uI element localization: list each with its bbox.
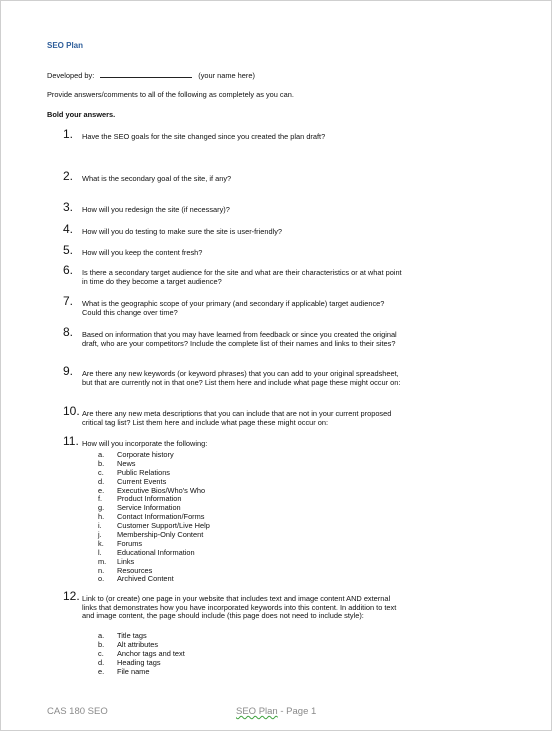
list-item: e. Executive Bios/Who's Who bbox=[98, 485, 206, 495]
list-item: g. Service Information bbox=[98, 503, 181, 513]
list-item: l. Educational Information bbox=[98, 547, 195, 557]
question-text: Link to (or create) one page in your website that includes text and image content AND external links that demonstrates how you have incorporated keywords into this content. In addition to text and image content, the page should include (this page does not need to include style): bbox=[82, 594, 397, 621]
list-item: a. Corporate history bbox=[98, 450, 174, 459]
list-item: m. Links bbox=[98, 556, 135, 566]
list-item: n. Resources bbox=[98, 565, 153, 575]
list-item: c. Anchor tags and text bbox=[98, 648, 185, 658]
list-item: i. Customer Support/Live Help bbox=[98, 521, 210, 531]
list-item: d. Heading tags bbox=[98, 657, 161, 667]
list-item: k. Forums bbox=[98, 538, 143, 548]
question-number: 4. bbox=[63, 222, 74, 236]
list-item: h. Contact Information/Forms bbox=[98, 512, 205, 522]
question-1 bbox=[63, 127, 403, 142]
question-5 bbox=[63, 243, 403, 258]
name-blank-line bbox=[100, 70, 192, 78]
question-3 bbox=[63, 200, 403, 215]
question-text: What is the geographic scope of your primary (and secondary if applicable) target audience? Could this change over time? bbox=[82, 299, 385, 317]
question-text: How will you do testing to make sure the site is user-friendly? bbox=[82, 227, 283, 236]
question-11-list bbox=[98, 451, 210, 584]
bold-instruction: Bold your answers. bbox=[47, 110, 116, 119]
question-11 bbox=[63, 434, 403, 449]
question-number: 6. bbox=[63, 263, 74, 277]
developed-by-line bbox=[47, 70, 255, 81]
footer-page bbox=[236, 706, 316, 717]
instructions: Provide answers/comments to all of the following as completely as you can. bbox=[47, 90, 294, 99]
list-item: a. Title tags bbox=[98, 631, 147, 640]
question-6 bbox=[63, 263, 403, 286]
question-number: 11. bbox=[63, 434, 79, 448]
question-text: What is the secondary goal of the site, if any? bbox=[82, 174, 232, 183]
list-item: o. Archived Content bbox=[98, 574, 174, 584]
question-8 bbox=[63, 325, 403, 348]
question-text: Have the SEO goals for the site changed since you created the plan draft? bbox=[82, 132, 326, 141]
list-item: j. Membership-Only Content bbox=[98, 530, 204, 540]
question-text: Are there any new meta descriptions that you can include that are not in your current proposed critical tag list? List them here and include what page these might occur on: bbox=[82, 409, 392, 427]
footer-doc-name: SEO Plan bbox=[236, 706, 278, 717]
list-item: e. File name bbox=[98, 666, 150, 676]
list-item: c. Public Relations bbox=[98, 467, 170, 477]
question-number: 1. bbox=[63, 127, 74, 141]
question-4 bbox=[63, 222, 403, 237]
question-number: 3. bbox=[63, 200, 74, 214]
footer-course: CAS 180 SEO bbox=[47, 706, 108, 717]
question-7 bbox=[63, 294, 403, 317]
list-item: d. Current Events bbox=[98, 476, 167, 486]
question-number: 8. bbox=[63, 325, 74, 339]
question-2 bbox=[63, 169, 403, 184]
question-text: Based on information that you may have learned from feedback or since you created the original draft, who are your competitors? Include the complete list of their names and links to their sites? bbox=[82, 330, 397, 348]
question-10 bbox=[63, 404, 403, 427]
question-text: How will you incorporate the following: bbox=[82, 439, 208, 448]
question-text: How will you keep the content fresh? bbox=[82, 248, 203, 257]
question-number: 7. bbox=[63, 294, 74, 308]
developed-by-label: Developed by: bbox=[47, 71, 95, 80]
list-item: b. News bbox=[98, 458, 136, 468]
question-12-list bbox=[98, 632, 185, 676]
question-number: 10. bbox=[63, 404, 80, 418]
question-number: 5. bbox=[63, 243, 74, 257]
your-name-hint: (your name here) bbox=[198, 71, 255, 80]
list-item: b. Alt attributes bbox=[98, 639, 159, 649]
footer-page-number: - Page 1 bbox=[277, 706, 317, 717]
question-12 bbox=[63, 589, 403, 621]
question-text: Are there any new keywords (or keyword phrases) that you can add to your original spreadsheet, but that are currently not in that one? List them here and include what page these might occur on: bbox=[82, 369, 401, 387]
question-number: 2. bbox=[63, 169, 74, 183]
document-title: SEO Plan bbox=[47, 41, 84, 50]
question-number: 9. bbox=[63, 364, 74, 378]
question-9 bbox=[63, 364, 403, 387]
question-number: 12. bbox=[63, 589, 80, 603]
question-text: How will you redesign the site (if necessary)? bbox=[82, 205, 230, 214]
list-item: f. Product Information bbox=[98, 494, 182, 504]
question-text: Is there a secondary target audience for the site and what are their characteristics or at what point in time do they become a target audience? bbox=[82, 268, 402, 286]
